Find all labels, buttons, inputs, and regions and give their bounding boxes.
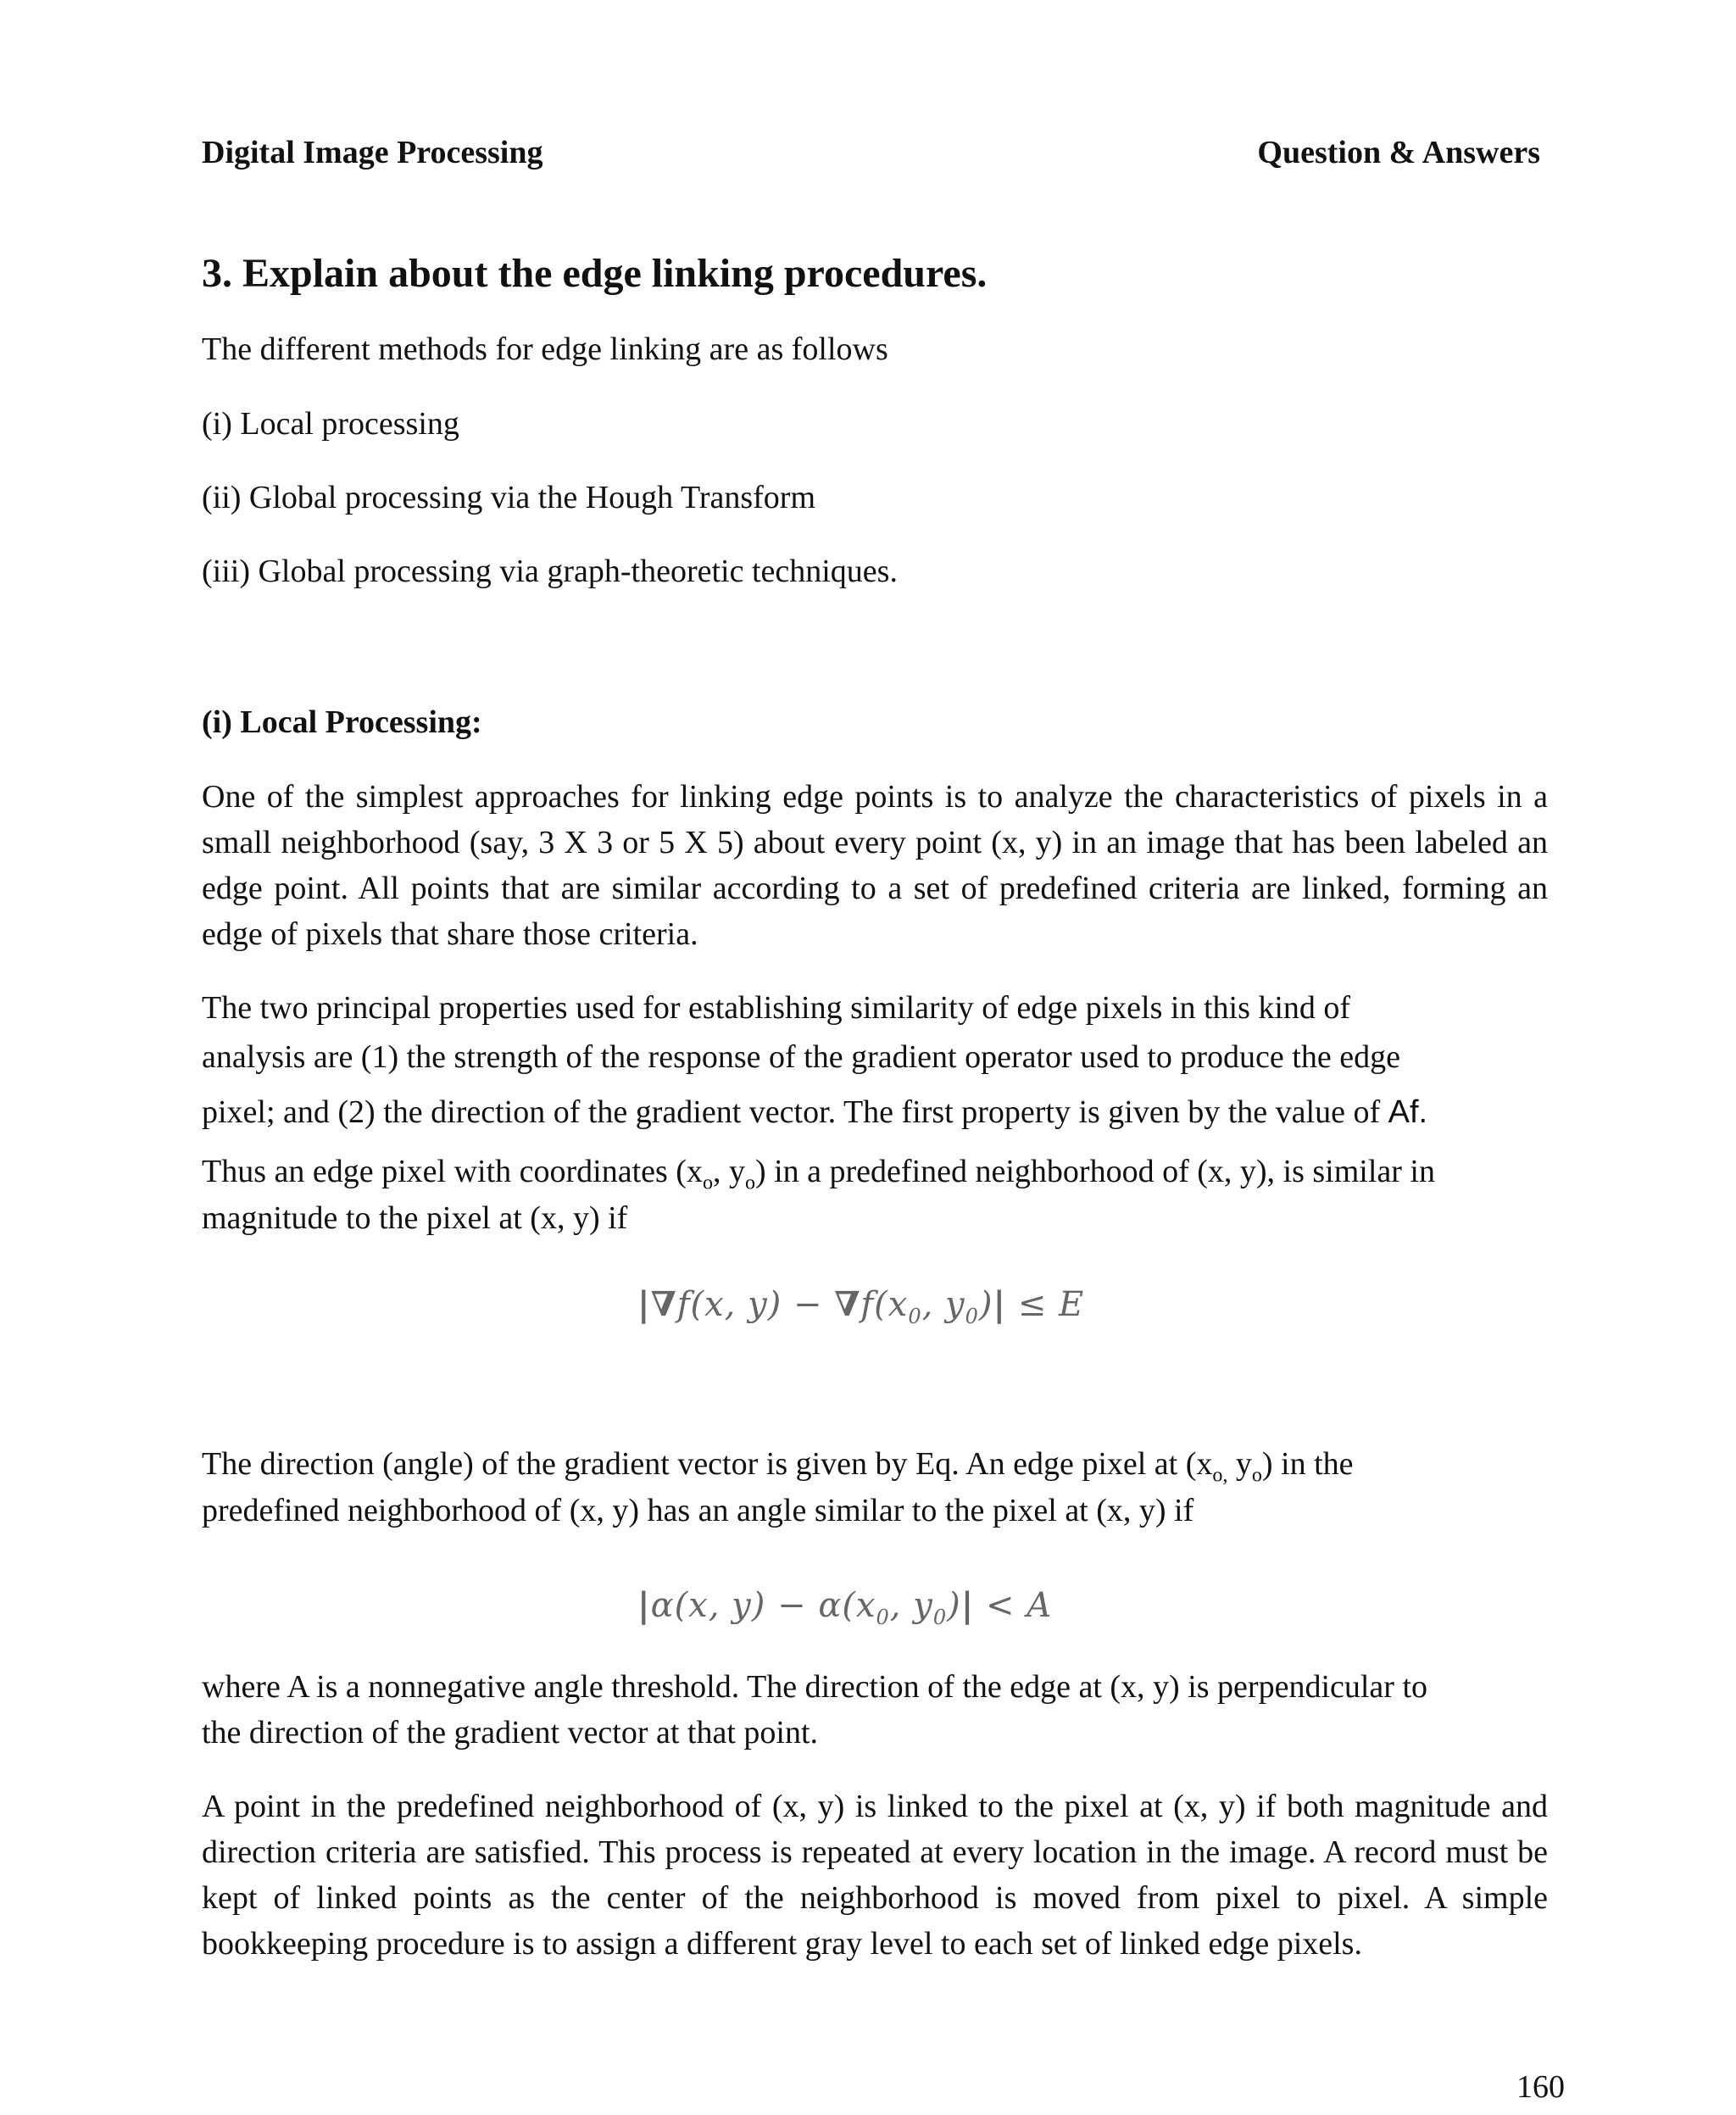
abs-bar: | xyxy=(637,1284,651,1324)
properties-text: pixel; and (2) the direction of the gradient vector. The first property is given by the value of xyxy=(202,1094,1381,1130)
paragraph-magnitude-line: magnitude to the pixel at (x, y) if xyxy=(202,1200,628,1236)
subscript: 0 xyxy=(965,1305,979,1328)
section-heading: (i) Local Processing: xyxy=(202,704,482,740)
method-item: (ii) Global processing via the Hough Transform xyxy=(202,480,816,515)
eq-rhs: ≤ E xyxy=(1006,1285,1085,1324)
paragraph-properties-line: analysis are (1) the strength of the response of the gradient operator used to produce the edge xyxy=(202,1039,1400,1075)
paragraph-linking: A point in the predefined neighborhood of (x, y) is linked to the pixel at (x, y) if both magnitude and direction criteria are satisfied. This process is repeated at every location in the image. A record must be kept of linked points as the center of the neighborhood is moved from pixel to pixel. A simple bookkeeping procedure is to assign a different gray level to each set of linked edge pixels. xyxy=(202,1789,1548,1962)
equation-gradient-magnitude xyxy=(637,1284,1084,1328)
eq-term: , y xyxy=(889,1586,933,1625)
paragraph-magnitude-line xyxy=(202,1153,1435,1195)
subscript: 0 xyxy=(876,1606,890,1629)
text-run: The direction (angle) of the gradient vector is given by Eq. An edge pixel at (x xyxy=(202,1446,1213,1482)
subscript: 0 xyxy=(908,1305,922,1328)
subscript: o xyxy=(744,1172,755,1194)
paragraph-properties-line xyxy=(202,1094,1427,1131)
text-run: y xyxy=(1227,1446,1252,1482)
paragraph-threshold-line: where A is a nonnegative angle threshold. The direction of the edge at (x, y) is perpendicular to xyxy=(202,1669,1428,1705)
paragraph-local-processing: One of the simplest approaches for linking edge points is to analyze the characteristics of pixels in a small neighborhood (say, 3 X 3 or 5 X 5) about every point (x, y) in an image that has been labeled an edge point. All points that are similar according to a set of predefined criteria are linked, forming an edge of pixels that share those criteria. xyxy=(202,779,1548,952)
method-item: (i) Local processing xyxy=(202,406,459,442)
method-item: (iii) Global processing via graph-theoretic techniques. xyxy=(202,554,898,589)
page-number: 160 xyxy=(1516,2069,1565,2105)
text-run: ) in the xyxy=(1261,1446,1354,1482)
abs-bar: | xyxy=(960,1585,975,1625)
paragraph-direction-line xyxy=(202,1445,1354,1488)
eq-term: f(x, y) − xyxy=(676,1285,835,1324)
paragraph-direction-line: predefined neighborhood of (x, y) has an angle similar to the pixel at (x, y) if xyxy=(202,1493,1194,1528)
eq-term: ) xyxy=(978,1285,993,1324)
paragraph-properties-line: The two principal properties used for establishing similarity of edge pixels in this kind of xyxy=(202,990,1351,1026)
eq-term: f(x xyxy=(860,1285,909,1324)
abs-bar: | xyxy=(993,1284,1007,1324)
subscript: 0 xyxy=(932,1606,948,1629)
text-run: , y xyxy=(712,1154,745,1189)
subscript: o, xyxy=(1212,1464,1228,1487)
eq-term: , y xyxy=(921,1285,965,1324)
abs-bar: | xyxy=(637,1585,651,1625)
intro-text: The different methods for edge linking are as follows xyxy=(202,331,888,367)
nabla-symbol: ∇ xyxy=(650,1284,677,1324)
header-left-title: Digital Image Processing xyxy=(202,135,543,170)
subscript: o xyxy=(1251,1464,1262,1487)
header-right-title: Question & Answers xyxy=(1257,135,1540,170)
eq-term: α(x, y) − α(x xyxy=(650,1586,876,1625)
paragraph-threshold-line: the direction of the gradient vector at that point. xyxy=(202,1715,819,1750)
nabla-symbol: ∇ xyxy=(834,1284,861,1324)
equation-gradient-angle xyxy=(637,1585,1052,1629)
text-run: Thus an edge pixel with coordinates (x xyxy=(202,1154,703,1189)
subscript: o xyxy=(702,1172,713,1194)
af-symbol: Af. xyxy=(1388,1094,1428,1130)
text-run: ) in a predefined neighborhood of (x, y), is similar in xyxy=(754,1154,1435,1189)
question-title: 3. Explain about the edge linking procedures. xyxy=(202,251,988,296)
eq-rhs: < A xyxy=(974,1586,1053,1625)
eq-term: ) xyxy=(947,1586,961,1625)
